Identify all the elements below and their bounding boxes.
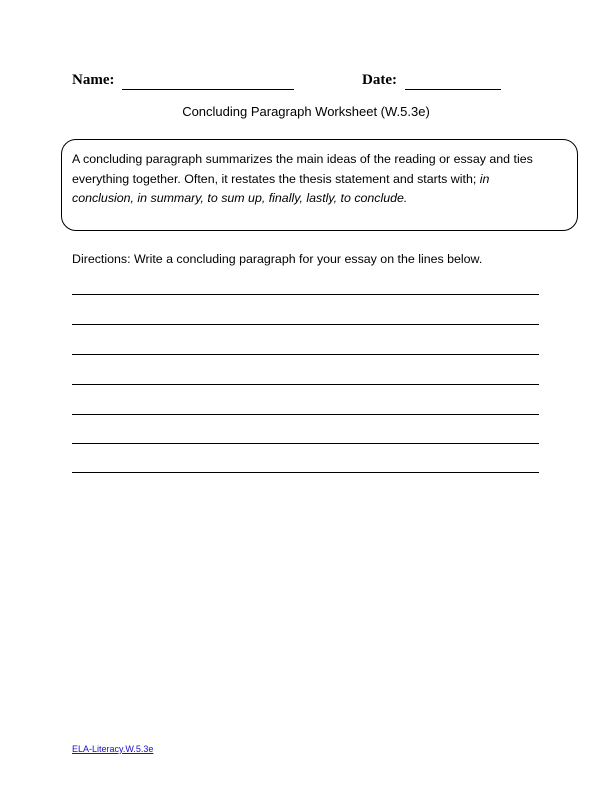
writing-line[interactable] bbox=[72, 443, 539, 444]
standard-link[interactable]: ELA-Literacy.W.5.3e bbox=[72, 744, 154, 754]
writing-line[interactable] bbox=[72, 294, 539, 295]
date-blank-line[interactable] bbox=[405, 73, 501, 90]
definition-line-2-text: everything together. Often, it restates the thesis statement and starts with; bbox=[72, 171, 480, 186]
directions-text: Directions: Write a concluding paragraph for your essay on the lines below. bbox=[72, 252, 483, 266]
definition-examples: conclusion, in summary, to sum up, finally, lastly, to conclude. bbox=[72, 191, 408, 205]
definition-line-1: A concluding paragraph summarizes the main ideas of the reading or essay and ties bbox=[72, 152, 533, 166]
definition-line-3 bbox=[72, 189, 565, 209]
writing-line[interactable] bbox=[72, 472, 539, 473]
writing-line[interactable] bbox=[72, 414, 539, 415]
writing-line[interactable] bbox=[72, 354, 539, 355]
name-blank-line[interactable] bbox=[122, 73, 294, 90]
name-label: Name: bbox=[72, 72, 115, 88]
writing-line[interactable] bbox=[72, 384, 539, 385]
definition-box bbox=[61, 139, 578, 231]
date-field-row bbox=[362, 70, 501, 90]
writing-line[interactable] bbox=[72, 324, 539, 325]
definition-line-2 bbox=[72, 170, 565, 190]
definition-line-2-italic: in bbox=[479, 171, 490, 186]
worksheet-title: Concluding Paragraph Worksheet (W.5.3e) bbox=[182, 104, 430, 119]
date-label: Date: bbox=[362, 72, 397, 88]
name-field-row bbox=[72, 70, 294, 90]
